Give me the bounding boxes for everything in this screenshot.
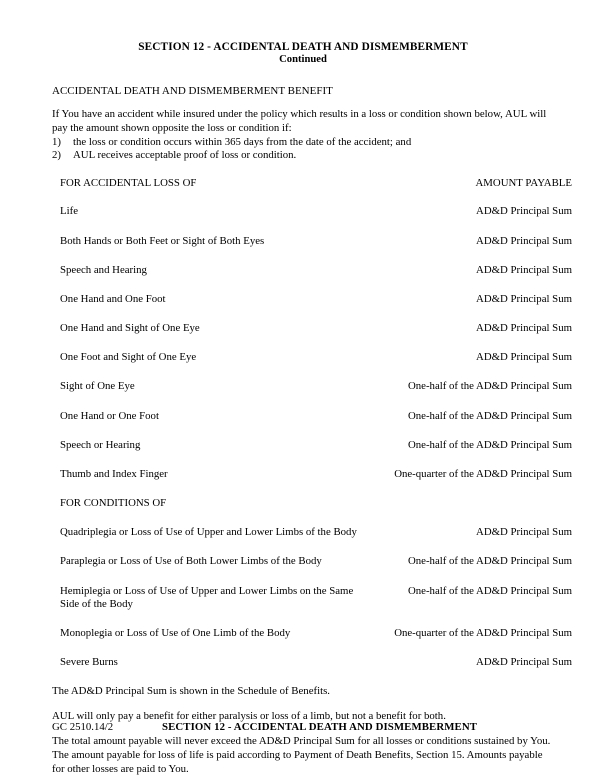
benefits-table [60, 177, 572, 685]
loss-label: One Hand and One Foot [60, 292, 166, 305]
amount-value: One-half of the AD&D Principal Sum [407, 438, 572, 451]
loss-label: Life [60, 205, 78, 218]
table-row [60, 526, 572, 555]
conditions-list [52, 136, 572, 164]
closing-paragraph: AUL will only pay a benefit for either paralysis or loss of a limb, but not a benefit for both. [52, 710, 446, 723]
loss-label: One Foot and Sight of One Eye [60, 351, 197, 364]
page-subtitle: Continued [279, 54, 327, 65]
amount-value: AD&D Principal Sum [476, 322, 572, 335]
list-item-number: 2) [52, 149, 61, 162]
loss-label: Speech and Hearing [60, 263, 147, 276]
table-row [60, 351, 572, 380]
amount-value: AD&D Principal Sum [476, 263, 572, 276]
list-item-text: AUL receives acceptable proof of loss or condition. [73, 149, 297, 162]
table-row [60, 410, 572, 439]
condition-label: Quadriplegia or Loss of Use of Upper and Lower Limbs of the Body [60, 526, 357, 539]
condition-label: Severe Burns [60, 656, 118, 669]
table-row [60, 322, 572, 351]
loss-label: One Hand or One Foot [60, 409, 159, 422]
table-subheader-row [60, 497, 572, 526]
form-code: GC 2510.14/2 [52, 721, 114, 733]
condition-label: Monoplegia or Loss of Use of One Limb of the Body [60, 627, 291, 639]
intro-paragraph: If You have an accident while insured under the policy which results in a loss or condition shown below, AUL will pay the amount shown opposite the loss or condition if: [52, 108, 547, 134]
column-header-loss: FOR ACCIDENTAL LOSS OF [60, 177, 197, 190]
page-footer [52, 721, 572, 733]
amount-value: One-half of the AD&D Principal Sum [407, 380, 572, 393]
loss-label: Speech or Hearing [60, 438, 141, 451]
closing-paragraph: The AD&D Principal Sum is shown in the Schedule of Benefits. [52, 685, 330, 698]
column-header-amount: AMOUNT PAYABLE [475, 177, 572, 190]
list-item [52, 136, 572, 150]
loss-label: Both Hands or Both Feet or Sight of Both Eyes [60, 234, 265, 247]
amount-value: One-quarter of the AD&D Principal Sum [394, 627, 572, 639]
amount-value: AD&D Principal Sum [476, 526, 572, 539]
table-row [60, 293, 572, 322]
amount-value: AD&D Principal Sum [476, 234, 572, 247]
list-item-text: the loss or condition occurs within 365 days from the date of the accident; and [73, 135, 412, 148]
condition-label: Paraplegia or Loss of Use of Both Lower Limbs of the Body [60, 555, 322, 568]
amount-value: One-half of the AD&D Principal Sum [407, 584, 572, 597]
amount-value: AD&D Principal Sum [476, 351, 572, 364]
amount-value: AD&D Principal Sum [476, 205, 572, 218]
loss-label: One Hand and Sight of One Eye [60, 322, 200, 335]
loss-label: Thumb and Index Finger [60, 467, 168, 480]
loss-label: Sight of One Eye [60, 380, 135, 393]
conditions-header-spacer [370, 497, 572, 526]
table-row [60, 380, 572, 409]
closing-paragraph: The total amount payable will never exceed the AD&D Principal Sum for all losses or conditions sustained by You. The amount payable for loss of life is paid according to Payment of Death Benefits, Section 15. Amounts payable for other losses are paid to You. [52, 734, 551, 775]
table-header-row [60, 177, 572, 205]
table-row [60, 656, 572, 685]
table-row [60, 555, 572, 584]
condition-label: Hemiplegia or Loss of Use of Upper and Lower Limbs on the Same Side of the Body [60, 584, 354, 610]
table-row [60, 468, 572, 497]
amount-value: AD&D Principal Sum [476, 292, 572, 305]
table-row [60, 585, 572, 627]
footer-title: SECTION 12 - ACCIDENTAL DEATH AND DISMEMBERMENT [162, 721, 478, 733]
list-item [52, 149, 572, 163]
table-row [60, 627, 572, 656]
table-row [60, 205, 572, 234]
table-row [60, 264, 572, 293]
amount-value: One-quarter of the AD&D Principal Sum [394, 467, 572, 480]
amount-value: One-half of the AD&D Principal Sum [407, 409, 572, 422]
table-row [60, 439, 572, 468]
section-heading: ACCIDENTAL DEATH AND DISMEMBERMENT BENEFIT [52, 85, 333, 97]
amount-value: AD&D Principal Sum [476, 656, 572, 669]
page-title: SECTION 12 - ACCIDENTAL DEATH AND DISMEMBERMENT [138, 41, 468, 53]
list-item-number: 1) [52, 135, 61, 148]
conditions-header: FOR CONDITIONS OF [60, 497, 167, 510]
amount-value: One-half of the AD&D Principal Sum [407, 555, 572, 568]
table-row [60, 235, 572, 264]
